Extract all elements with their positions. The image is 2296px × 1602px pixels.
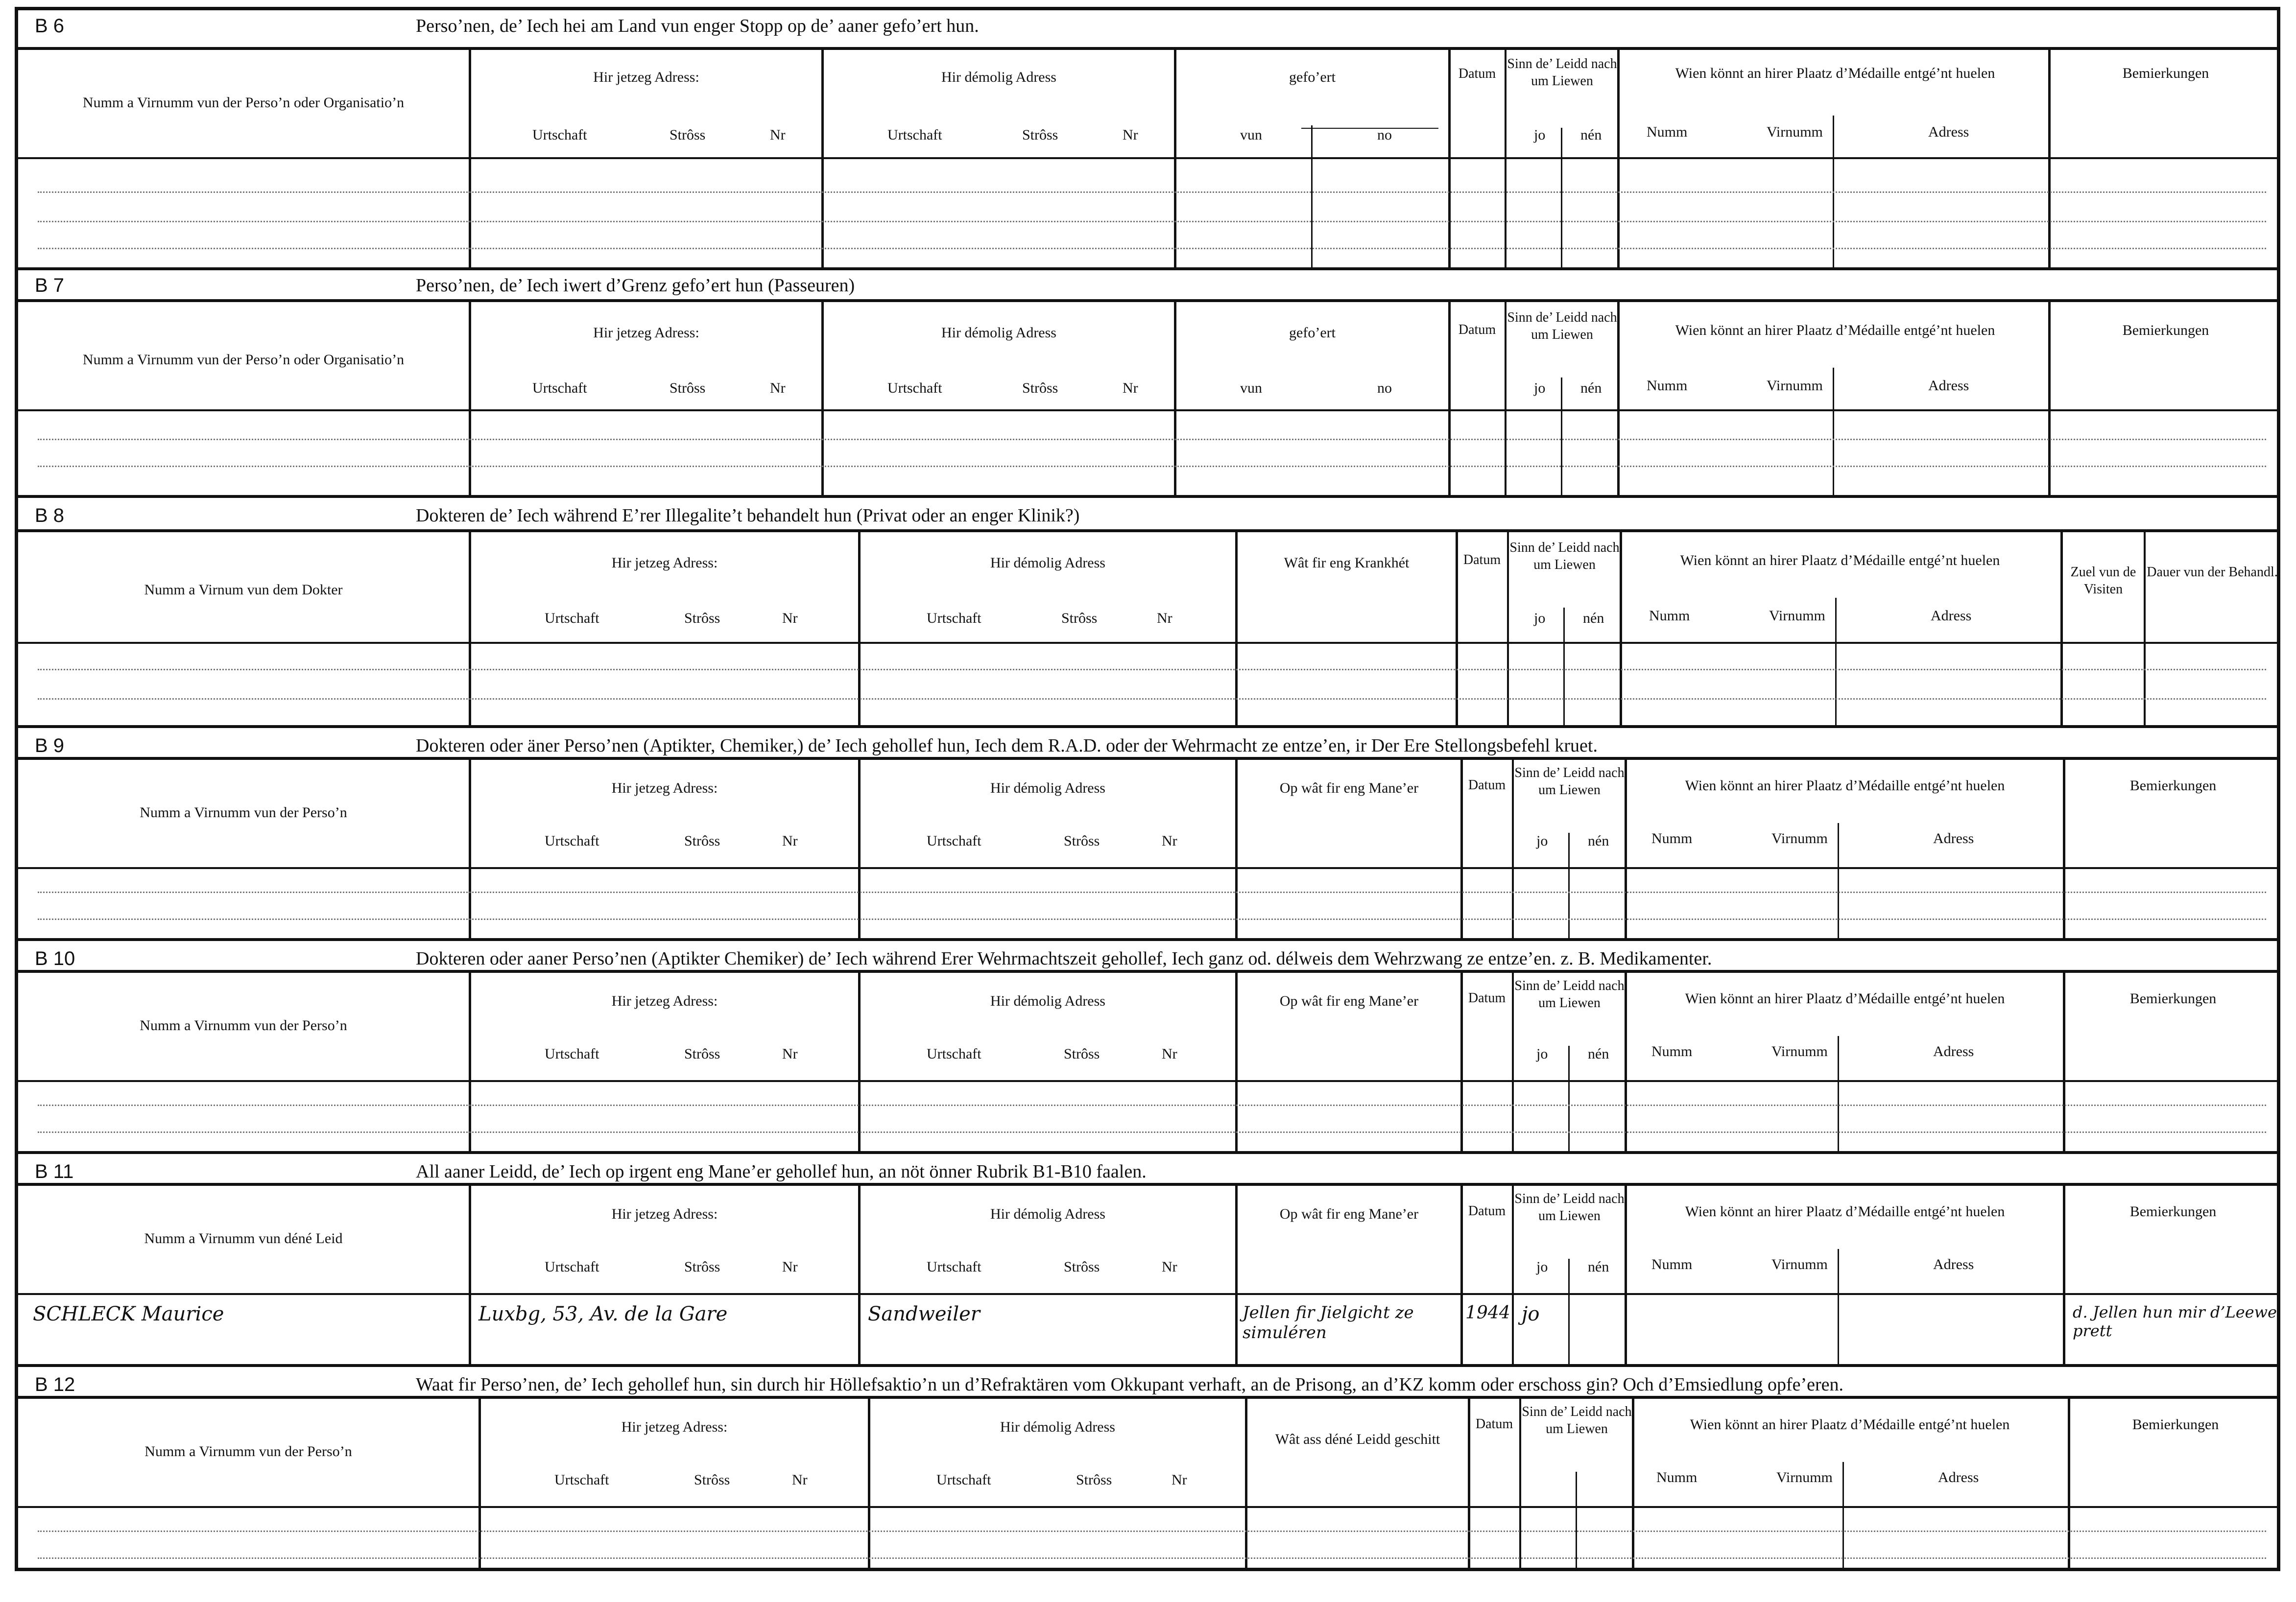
- col-alive: Sinn de’ Leidd nach um Liewen: [1514, 978, 1625, 1011]
- sub-numm: Numm: [1651, 1256, 1693, 1272]
- sub-vun: vun: [1240, 127, 1262, 143]
- sub-urtschaft: Urtschaft: [927, 610, 981, 626]
- col-extra: Op wât fir eng Mane’er: [1279, 993, 1419, 1009]
- sub-adress: Adress: [1928, 377, 1969, 394]
- sub-adress: Adress: [1933, 1043, 1974, 1060]
- sub-urtschaft: Urtschaft: [545, 1046, 599, 1062]
- col-medal: Wien könnt an hirer Plaatz d’Médaille entgé’nt huelen: [1675, 65, 1995, 81]
- section-code: B 10: [35, 948, 75, 969]
- sub-numm: Numm: [1651, 830, 1693, 847]
- section-title: Dokteren oder äner Perso’nen (Aptikter, Chemiker,) de’ Iech gehollef hun, Iech dem R.A.D. oder der Wehrmacht ze entze’en, ir Der Ere Stellongsbefehl kruet.: [416, 735, 1598, 756]
- sub-adress: Adress: [1928, 124, 1969, 140]
- sub-no: no: [1377, 380, 1392, 396]
- entry-date: 1944: [1465, 1303, 1510, 1323]
- section-title: All aaner Leidd, de’ Iech op irgent eng Mane’er gehollef hun, an nöt önner Rubrik B1-B10 faalen.: [416, 1161, 1147, 1182]
- col-current-address: Hir jetzeg Adress:: [593, 325, 699, 341]
- sub-virnumm: Virnumm: [1767, 377, 1823, 394]
- sub-nr: Nr: [782, 1046, 798, 1062]
- sub-jo: jo: [1534, 380, 1546, 396]
- sub-virnumm: Virnumm: [1771, 1043, 1828, 1060]
- sub-stross: Strôss: [684, 1046, 720, 1062]
- sub-urtschaft: Urtschaft: [554, 1472, 609, 1488]
- sub-adress: Adress: [1931, 608, 1972, 624]
- col-medal: Wien könnt an hirer Plaatz d’Médaille entgé’nt huelen: [1690, 1416, 2010, 1433]
- col-name: Numm a Virnumm vun der Perso’n: [144, 1443, 352, 1460]
- col-former-address: Hir démolig Adress: [990, 1206, 1105, 1222]
- col-alive: Sinn de’ Leidd nach um Liewen: [1514, 765, 1625, 798]
- col-alive: Sinn de’ Leidd nach um Liewen: [1509, 540, 1620, 572]
- sub-numm: Numm: [1649, 608, 1690, 624]
- sub-numm: Numm: [1647, 377, 1688, 394]
- col-duration: Dauer vun der Behandl.: [2147, 565, 2278, 580]
- col-medal: Wien könnt an hirer Plaatz d’Médaille entgé’nt huelen: [1685, 990, 2005, 1007]
- col-former-address: Hir démolig Adress: [1000, 1419, 1115, 1435]
- sub-nen: nén: [1588, 1046, 1609, 1062]
- sub-urtschaft: Urtschaft: [887, 127, 942, 143]
- col-medal: Wien könnt an hirer Plaatz d’Médaille entgé’nt huelen: [1685, 1203, 2005, 1220]
- col-medal: Wien könnt an hirer Plaatz d’Médaille entgé’nt huelen: [1685, 777, 2005, 794]
- section-b10: [18, 943, 2277, 1156]
- col-extra: gefo’ert: [1289, 325, 1336, 341]
- col-remarks: Bemierkungen: [2129, 1203, 2217, 1220]
- entry-alive: jo: [1522, 1303, 1540, 1325]
- sub-stross: Strôss: [1022, 380, 1058, 396]
- sub-nr: Nr: [782, 1259, 798, 1275]
- sub-nr: Nr: [782, 833, 798, 849]
- section-title: Dokteren de’ Iech während E’rer Illegalite’t behandelt hun (Privat oder an enger Klinik?): [416, 505, 1080, 526]
- sub-urtschaft: Urtschaft: [927, 1259, 981, 1275]
- sub-virnumm: Virnumm: [1767, 124, 1823, 140]
- sub-stross: Strôss: [670, 127, 706, 143]
- sub-nr: Nr: [770, 127, 786, 143]
- sub-adress: Adress: [1933, 830, 1974, 847]
- sub-nr: Nr: [792, 1472, 808, 1488]
- sub-nr: Nr: [770, 380, 786, 396]
- sub-stross: Strôss: [684, 833, 720, 849]
- col-current-address: Hir jetzeg Adress:: [611, 1206, 718, 1222]
- section-b11: [18, 1156, 2277, 1369]
- col-date: Datum: [1468, 990, 1506, 1006]
- col-name: Numm a Virnumm vun der Perso’n: [140, 1017, 347, 1034]
- col-former-address: Hir démolig Adress: [941, 69, 1056, 85]
- sub-urtschaft: Urtschaft: [532, 127, 587, 143]
- col-extra: Wât ass déné Leidd geschitt: [1275, 1431, 1440, 1447]
- entry-former-address: Sandweiler: [868, 1303, 980, 1325]
- col-alive: Sinn de’ Leidd nach um Liewen: [1507, 56, 1617, 89]
- col-remarks: Bemierkungen: [2132, 1416, 2219, 1433]
- sub-urtschaft: Urtschaft: [936, 1472, 991, 1488]
- sub-virnumm: Virnumm: [1776, 1469, 1833, 1485]
- sub-urtschaft: Urtschaft: [887, 380, 942, 396]
- col-extra: Wât fir eng Krankhét: [1284, 555, 1410, 571]
- sub-no: no: [1377, 127, 1392, 143]
- section-code: B 6: [35, 15, 65, 37]
- col-remarks: Bemierkungen: [2129, 990, 2217, 1007]
- sub-stross: Strôss: [1064, 833, 1100, 849]
- col-current-address: Hir jetzeg Adress:: [593, 69, 699, 85]
- sub-virnumm: Virnumm: [1771, 1256, 1828, 1272]
- sub-nr: Nr: [1123, 380, 1138, 396]
- col-name: Numm a Virnum vun dem Dokter: [144, 582, 343, 598]
- section-title: Dokteren oder aaner Perso’nen (Aptikter Chemiker) de’ Iech während Erer Wehrmachtszeit gehollef, Iech ganz od. délweis dem Wehrzwang ze entze’en. z. B. Medikamenter.: [416, 948, 1712, 969]
- col-medal: Wien könnt an hirer Plaatz d’Médaille entgé’nt huelen: [1675, 322, 1995, 338]
- col-former-address: Hir démolig Adress: [941, 325, 1056, 341]
- sub-virnumm: Virnumm: [1769, 608, 1825, 624]
- section-b12: [18, 1369, 2277, 1571]
- form-page: [15, 7, 2280, 1571]
- sub-stross: Strôss: [1022, 127, 1058, 143]
- sub-stross: Strôss: [694, 1472, 730, 1488]
- section-b9: [18, 730, 2277, 943]
- sub-nr: Nr: [1162, 833, 1177, 849]
- col-name: Numm a Virnumm vun déné Leid: [144, 1230, 343, 1247]
- sub-adress: Adress: [1933, 1256, 1974, 1272]
- sub-jo: jo: [1536, 1046, 1548, 1062]
- col-extra: Op wât fir eng Mane’er: [1279, 1206, 1419, 1222]
- sub-virnumm: Virnumm: [1771, 830, 1828, 847]
- sub-urtschaft: Urtschaft: [545, 833, 599, 849]
- entry-name: SCHLECK Maurice: [33, 1303, 224, 1325]
- sub-nr: Nr: [1123, 127, 1138, 143]
- col-alive: Sinn de’ Leidd nach um Liewen: [1514, 1191, 1625, 1224]
- col-visits: Zuel vun de Visiten: [2070, 565, 2136, 597]
- col-date: Datum: [1458, 322, 1496, 337]
- sub-numm: Numm: [1647, 124, 1688, 140]
- sub-stross: Strôss: [670, 380, 706, 396]
- section-b8: [18, 500, 2277, 730]
- section-b6: [18, 10, 2277, 270]
- col-former-address: Hir démolig Adress: [990, 780, 1105, 796]
- sub-stross: Strôss: [1061, 610, 1098, 626]
- col-current-address: Hir jetzeg Adress:: [621, 1419, 728, 1435]
- col-current-address: Hir jetzeg Adress:: [611, 993, 718, 1009]
- section-code: B 12: [35, 1374, 75, 1395]
- col-medal: Wien könnt an hirer Plaatz d’Médaille entgé’nt huelen: [1680, 552, 2000, 568]
- entry-remarks: d. Jellen hun mir d’Leewe prett: [2073, 1303, 2277, 1341]
- sub-jo: jo: [1534, 610, 1546, 626]
- col-remarks: Bemierkungen: [2122, 65, 2209, 81]
- sub-stross: Strôss: [1064, 1046, 1100, 1062]
- col-date: Datum: [1468, 777, 1506, 793]
- section-title: Perso’nen, de’ Iech hei am Land vun enger Stopp op de’ aaner gefo’ert hun.: [416, 16, 979, 36]
- section-code: B 9: [35, 735, 65, 756]
- col-alive: Sinn de’ Leidd nach um Liewen: [1507, 310, 1617, 342]
- sub-urtschaft: Urtschaft: [927, 1046, 981, 1062]
- sub-adress: Adress: [1938, 1469, 1979, 1485]
- col-remarks: Bemierkungen: [2129, 777, 2217, 794]
- sub-nr: Nr: [1172, 1472, 1187, 1488]
- section-b7: [18, 270, 2277, 500]
- sub-nen: nén: [1588, 1259, 1609, 1275]
- entry-manner: Jellen fir Jielgicht ze simuléren: [1243, 1303, 1414, 1343]
- section-code: B 8: [35, 505, 65, 526]
- section-title: Waat fir Perso’nen, de’ Iech gehollef hun, sin durch hir Höllefsaktio’n un d’Refraktären vom Okkupant verhaft, an de Prisong, an d’KZ komm oder erschoss gin? Och d’Emsiedlung opfe’eren.: [416, 1374, 1844, 1395]
- col-extra: gefo’ert: [1289, 69, 1336, 85]
- sub-vun: vun: [1240, 380, 1262, 396]
- col-name: Numm a Virnumm vun der Perso’n oder Organisatio’n: [82, 94, 405, 111]
- sub-nr: Nr: [1162, 1046, 1177, 1062]
- col-date: Datum: [1463, 552, 1501, 567]
- sub-nr: Nr: [1162, 1259, 1177, 1275]
- col-name: Numm a Virnumm vun der Perso’n oder Organisatio’n: [82, 352, 405, 368]
- sub-numm: Numm: [1651, 1043, 1693, 1060]
- sub-nen: nén: [1580, 380, 1602, 396]
- sub-urtschaft: Urtschaft: [545, 1259, 599, 1275]
- sub-urtschaft: Urtschaft: [927, 833, 981, 849]
- col-current-address: Hir jetzeg Adress:: [611, 780, 718, 796]
- sub-stross: Strôss: [684, 610, 720, 626]
- sub-jo: jo: [1536, 1259, 1548, 1275]
- section-title: Perso’nen, de’ Iech iwert d’Grenz gefo’ert hun (Passeuren): [416, 275, 855, 296]
- sub-nen: nén: [1588, 833, 1609, 849]
- col-date: Datum: [1475, 1416, 1513, 1432]
- col-date: Datum: [1468, 1203, 1506, 1219]
- sub-nen: nén: [1583, 610, 1604, 626]
- sub-nr: Nr: [782, 610, 798, 626]
- sub-urtschaft: Urtschaft: [545, 610, 599, 626]
- sub-stross: Strôss: [684, 1259, 720, 1275]
- sub-jo: jo: [1534, 127, 1546, 143]
- col-extra: Op wât fir eng Mane’er: [1279, 780, 1419, 796]
- sub-nen: nén: [1580, 127, 1602, 143]
- sub-numm: Numm: [1656, 1469, 1698, 1485]
- sub-urtschaft: Urtschaft: [532, 380, 587, 396]
- col-alive: Sinn de’ Leidd nach um Liewen: [1522, 1404, 1632, 1437]
- sub-stross: Strôss: [1064, 1259, 1100, 1275]
- col-date: Datum: [1458, 66, 1496, 81]
- col-remarks: Bemierkungen: [2122, 322, 2209, 338]
- col-former-address: Hir démolig Adress: [990, 993, 1105, 1009]
- entry-current-address: Luxbg, 53, Av. de la Gare: [478, 1303, 728, 1325]
- col-name: Numm a Virnumm vun der Perso’n: [140, 804, 347, 821]
- section-code: B 11: [35, 1161, 74, 1182]
- col-current-address: Hir jetzeg Adress:: [611, 555, 718, 571]
- section-code: B 7: [35, 275, 65, 296]
- sub-stross: Strôss: [1076, 1472, 1112, 1488]
- sub-jo: jo: [1536, 833, 1548, 849]
- col-former-address: Hir démolig Adress: [990, 555, 1105, 571]
- sub-nr: Nr: [1157, 610, 1172, 626]
